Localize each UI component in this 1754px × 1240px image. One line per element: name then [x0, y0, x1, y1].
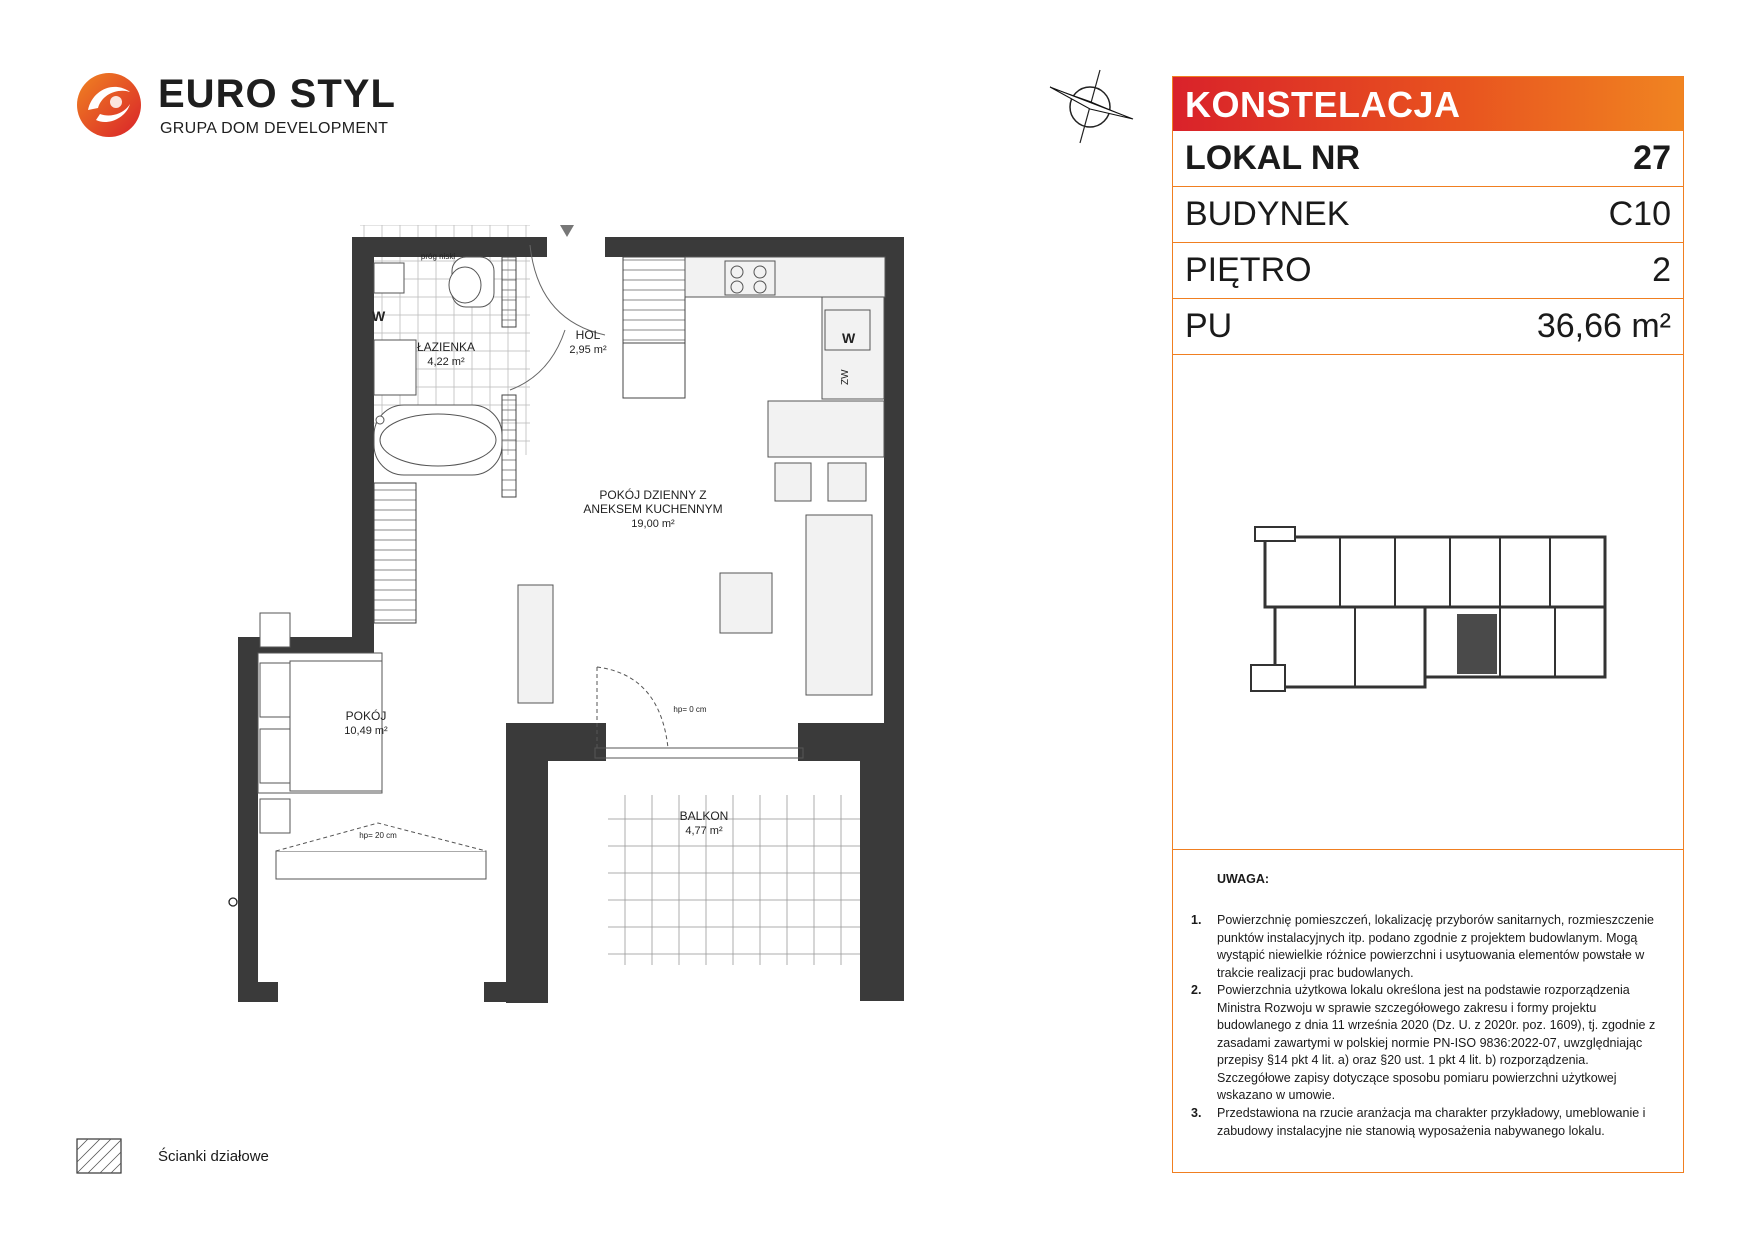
entrance-marker-icon — [553, 225, 581, 237]
info-row-label: LOKAL NR — [1185, 139, 1361, 177]
hp0-note: hp= 0 cm — [673, 705, 707, 714]
note-number: 1. — [1191, 913, 1202, 927]
bedroom-area: 10,49 m² — [344, 725, 388, 737]
note-item — [1191, 982, 1661, 1105]
info-row-value: 27 — [1633, 139, 1671, 177]
brand-name: EURO STYL — [158, 72, 396, 116]
hp20-note: hp= 20 cm — [359, 831, 397, 840]
note-item — [1191, 1105, 1661, 1140]
notes-heading: UWAGA: — [1217, 872, 1270, 886]
balcony-area: 4,77 m² — [685, 825, 723, 837]
building-key-plan — [1245, 517, 1625, 697]
bedroom-label: POKÓJ — [345, 709, 387, 723]
living-area: 19,00 m² — [631, 518, 675, 530]
w-marker-kitchen: W — [842, 330, 856, 346]
investment-name: KONSTELACJA — [1173, 77, 1683, 131]
info-row-label: PU — [1185, 307, 1233, 345]
note-item — [1191, 912, 1661, 982]
living-label-line1: POKÓJ DZIENNY Z — [599, 488, 707, 502]
floor-plan — [220, 225, 1020, 1025]
hatch-swatch-icon — [76, 1138, 122, 1174]
highlighted-unit — [1457, 614, 1497, 674]
bathroom-label: ŁAZIENKA — [416, 340, 476, 354]
ventilation-marker — [229, 898, 237, 906]
zw-marker: ZW — [840, 369, 851, 385]
low-threshold-note: próg niski — [420, 252, 456, 261]
entrance-door-swing — [530, 245, 605, 335]
info-row-value: C10 — [1608, 195, 1671, 233]
note-number: 3. — [1191, 1106, 1202, 1120]
eurostyl-logo-icon — [74, 70, 144, 140]
info-row-pietro — [1173, 243, 1683, 299]
info-row-label: PIĘTRO — [1185, 251, 1312, 289]
info-row-label: BUDYNEK — [1185, 195, 1350, 233]
info-row-lokal — [1173, 131, 1683, 187]
balcony-floor — [608, 795, 893, 965]
bathroom-area: 4,22 m² — [427, 356, 465, 368]
legend-label: Ścianki działowe — [158, 1148, 269, 1165]
info-row-value: 36,66 m² — [1536, 307, 1671, 345]
notes-section — [1173, 849, 1683, 1138]
kitchen-counters — [518, 257, 885, 703]
info-row-budynek — [1173, 187, 1683, 243]
north-arrow-icon — [1045, 65, 1135, 145]
living-label-line2: ANEKSEM KUCHENNYM — [583, 502, 723, 516]
brand-subtitle: GRUPA DOM DEVELOPMENT — [160, 120, 389, 137]
info-row-value: 2 — [1652, 251, 1671, 289]
note-number: 2. — [1191, 983, 1202, 997]
note-text: Powierzchnię pomieszczeń, lokalizację przyborów sanitarnych, rozmieszczenie punktów instalacyjnych itp. podano zgodnie z projektem budowlanym. Mogą wystąpić niewielkie różnice powierzchni i usytuowania elementów powstałe w trakcie realizacji prac budowlanych. — [1217, 913, 1654, 980]
apartment-info-panel — [1172, 76, 1684, 1173]
balcony-label: BALKON — [679, 809, 729, 823]
note-text: Przedstawiona na rzucie aranżacja ma charakter przykładowy, umeblowanie i zabudowy instalacyjne nie stanowią wyposażenia nabywanego lokalu. — [1217, 1106, 1646, 1138]
note-text: Powierzchnia użytkowa lokalu określona jest na podstawie rozporządzenia Ministra Rozwoju w sprawie szczegółowego zakresu i formy projektu budowlanego z dnia 11 września 2020 (Dz. U. z 2020r. poz. 1609), tj. zgodnie z zasadami zawartymi w polskiej normie PN-ISO 9836:2022-07, uwzględniając przepisy §14 pkt 4 lit. a) oraz §20 ust. 1 pkt 4 lit. b) rozporządzenia. Szczegółowe zapisy dotyczące sposobu pomiaru powierzchni użytkowej wskazano w umowie. — [1217, 983, 1656, 1102]
legend — [76, 1138, 336, 1178]
w-marker-bathroom: W — [372, 308, 386, 324]
hall-area: 2,95 m² — [569, 344, 607, 356]
brand-logo — [74, 68, 394, 148]
hall-label: HOL — [575, 328, 601, 342]
info-row-pu — [1173, 299, 1683, 355]
